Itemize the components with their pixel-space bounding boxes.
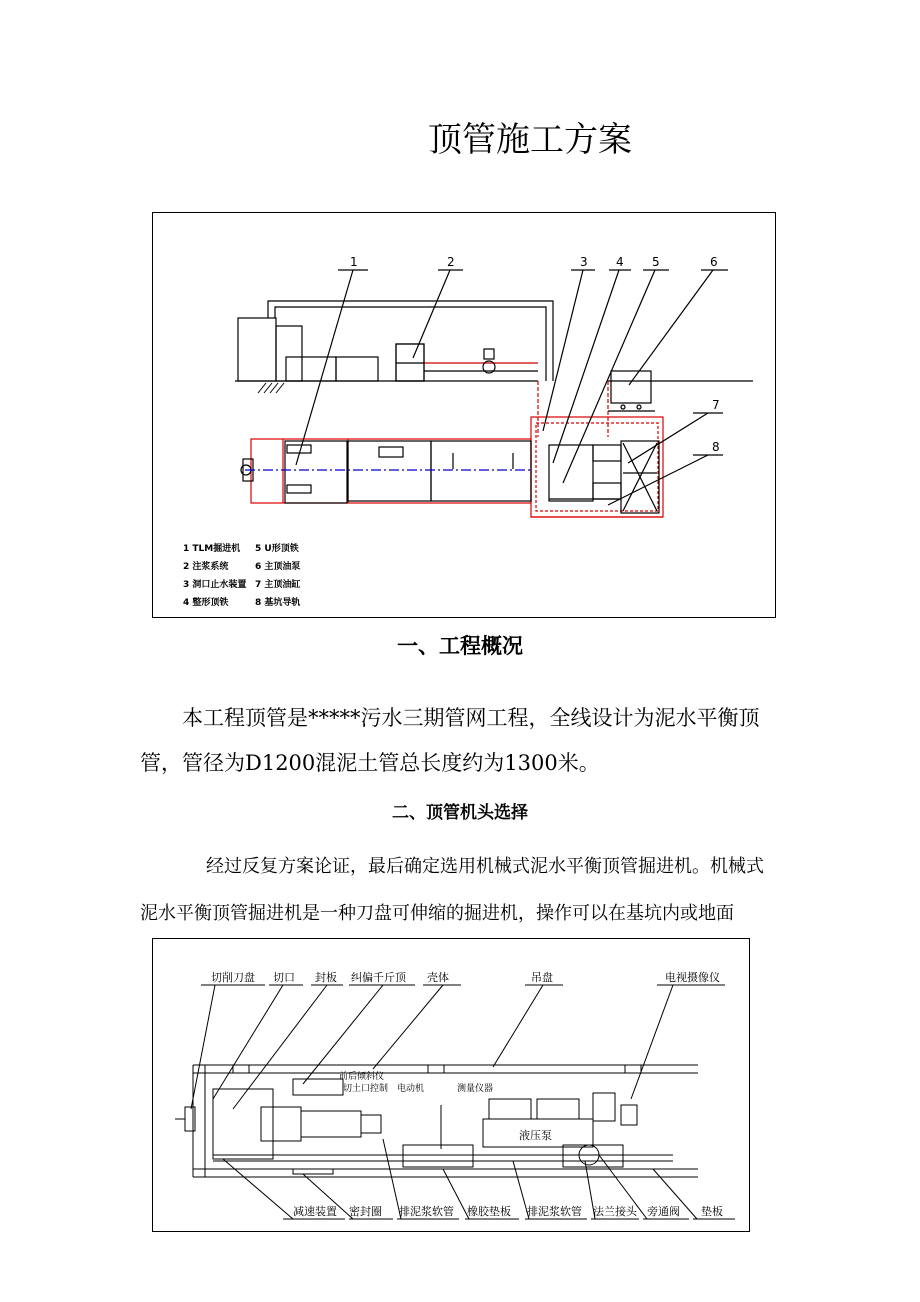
label-flange-joint: 法兰接头 [593, 1205, 637, 1218]
legend-item: 3 洞口止水装置 [183, 580, 247, 590]
pipe-jacking-system-diagram [152, 212, 776, 618]
legend-item: 8 基坑导轨 [255, 598, 301, 608]
callout-6: 6 [710, 255, 718, 269]
section-heading-2: 二、顶管机头选择 [392, 803, 528, 823]
label-cutter-disc: 切削刀盘 [211, 971, 255, 984]
label-soil-control: 切土口控制 [343, 1084, 389, 1094]
legend-item: 7 主顶油缸 [255, 580, 301, 590]
section-paragraph-1: 本工程顶管是*****污水三期管网工程，全线设计为泥水平衡顶管，管径为D1200混泥土管总长度约为1300米。 [140, 706, 760, 775]
label-hydraulic-pump: 液压泵 [519, 1129, 552, 1142]
legend-item: 2 注浆系统 [183, 562, 229, 572]
label-survey-instrument: 测量仪器 [457, 1084, 494, 1094]
legend-item: 4 整形顶铁 [183, 598, 229, 608]
label-motor: 电动机 [397, 1084, 425, 1094]
label-sealing-plate: 封板 [315, 971, 337, 984]
diagram-svg [153, 213, 775, 617]
label-rubber-pad: 橡胶垫板 [467, 1205, 511, 1218]
label-hanger: 吊盘 [531, 971, 553, 984]
legend-item: 5 U形顶铁 [255, 544, 299, 554]
label-bypass-valve: 旁通阀 [647, 1205, 680, 1218]
legend-item: 6 主顶油泵 [255, 562, 301, 572]
page-title: 顶管施工方案 [428, 120, 632, 160]
label-inclinometer: 前后倾斜仪 [339, 1072, 385, 1082]
label-seal-ring: 密封圈 [349, 1205, 382, 1218]
callout-4: 4 [616, 255, 624, 269]
callout-1: 1 [350, 255, 358, 269]
tunnelling-machine-diagram [152, 938, 750, 1232]
label-slurry-hose: 排泥浆软管 [399, 1205, 454, 1218]
machine-svg [153, 939, 749, 1231]
callout-7: 7 [712, 398, 720, 412]
label-slurry-hose-2: 排泥浆软管 [527, 1205, 582, 1218]
label-tv-camera: 电视摄像仪 [665, 971, 720, 984]
label-shell: 壳体 [427, 971, 449, 984]
label-cutting-edge: 切口 [273, 971, 295, 984]
legend-item: 1 TLM掘进机 [183, 544, 241, 554]
callout-2: 2 [447, 255, 455, 269]
label-pad-plate: 垫板 [701, 1205, 723, 1218]
callout-8: 8 [712, 440, 720, 454]
callout-3: 3 [580, 255, 588, 269]
section-paragraph-2: 经过反复方案论证，最后确定选用机械式泥水平衡顶管掘进机。机械式泥水平衡顶管掘进机是一种刀盘可伸缩的掘进机，操作可以在基坑内或地面 [140, 856, 764, 924]
label-reducer: 减速装置 [293, 1205, 337, 1218]
section-heading-1: 一、工程概况 [397, 634, 523, 658]
callout-5: 5 [652, 255, 660, 269]
label-correction-jack: 纠偏千斤顶 [351, 971, 406, 984]
